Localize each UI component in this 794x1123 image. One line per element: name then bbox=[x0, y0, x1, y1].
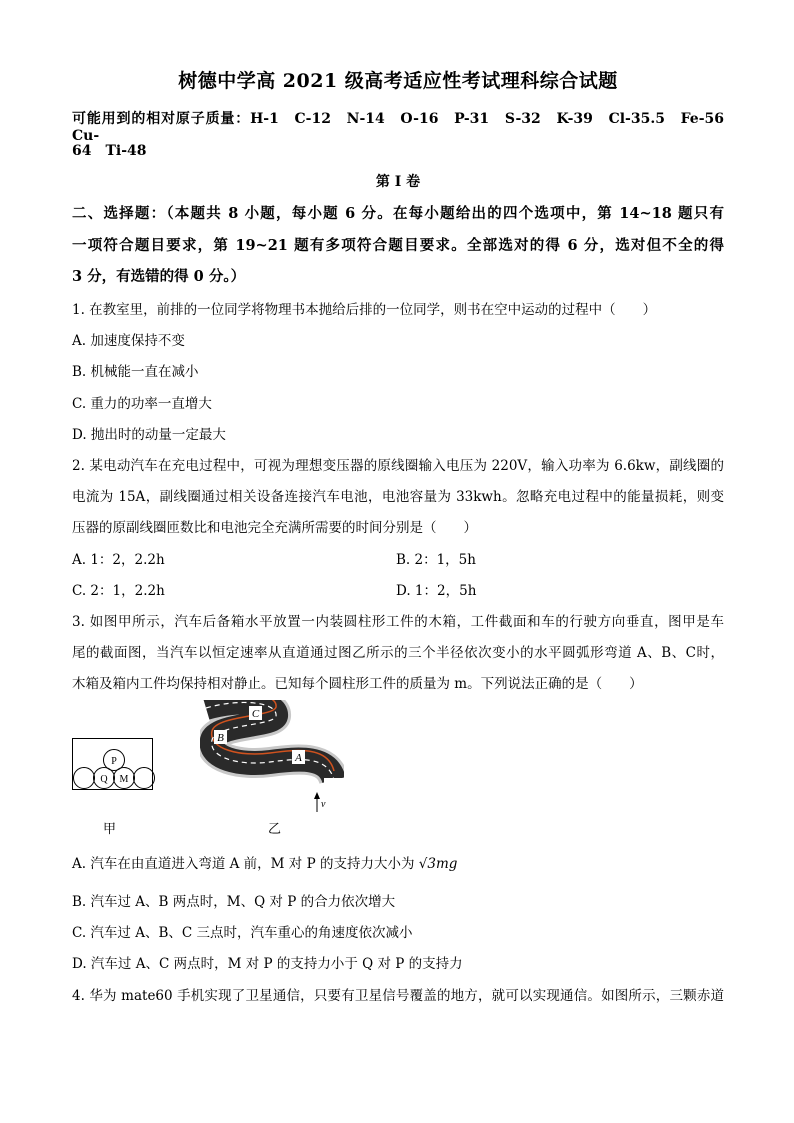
velocity-arrow-head bbox=[314, 792, 320, 799]
section-instructions-line-1: 二、选择题：（本题共 8 小题，每小题 6 分。在每小题给出的四个选项中，第 14~18 题只有 bbox=[72, 205, 724, 222]
exam-title: 树德中学高 2021 级高考适应性考试理科综合试题 bbox=[178, 70, 618, 92]
q3-option-b: B. 汽车过 A、B 两点时，M、Q 对 P 的合力依次增大 bbox=[72, 894, 396, 910]
q3-option-a-formula: √3mg bbox=[418, 856, 458, 872]
q2-option-b: B. 2：1，5h bbox=[396, 552, 476, 568]
marker-a: A bbox=[295, 752, 302, 764]
volume-heading: 第 Ⅰ 卷 bbox=[375, 174, 421, 190]
q2-stem-line-2: 电流为 15A，副线圈通过相关设备连接汽车电池，电池容量为 33kwh。忽略充电过程中的能量损耗，则变 bbox=[72, 489, 724, 505]
figure-jia-caption: 甲 bbox=[103, 822, 117, 837]
road-end-mask bbox=[324, 778, 344, 788]
q2-option-a: A. 1：2，2.2h bbox=[72, 552, 165, 568]
q1-option-d: D. 抛出时的动量一定最大 bbox=[72, 427, 226, 443]
figure-jia bbox=[72, 738, 156, 792]
q1-option-a: A. 加速度保持不变 bbox=[72, 333, 185, 349]
q3-stem-line-3: 木箱及箱内工件均保持相对静止。已知每个圆柱形工件的质量为 m。下列说法正确的是（ ） bbox=[72, 676, 643, 692]
velocity-label: v bbox=[321, 799, 326, 810]
cylinder-right bbox=[134, 768, 155, 789]
q2-option-d: D. 1：2，5h bbox=[396, 583, 477, 599]
q3-option-d: D. 汽车过 A、C 两点时，M 对 P 的支持力小于 Q 对 P 的支持力 bbox=[72, 956, 463, 972]
marker-b: B bbox=[217, 732, 224, 744]
q3-option-c: C. 汽车过 A、B、C 三点时，汽车重心的角速度依次减小 bbox=[72, 925, 413, 941]
q1-option-c: C. 重力的功率一直增大 bbox=[72, 396, 212, 412]
label-q: Q bbox=[100, 774, 108, 785]
q3-option-a-text: A. 汽车在由直道进入弯道 A 前，M 对 P 的支持力大小为 bbox=[72, 856, 419, 872]
atomic-mass-line-2: 64 Ti-48 bbox=[72, 143, 147, 159]
figure-yi-caption: 乙 bbox=[268, 822, 282, 837]
q2-stem-line-1: 2. 某电动汽车在充电过程中，可视为理想变压器的原线圈输入电压为 220V，输入功率为 6.6kw，副线圈的 bbox=[72, 458, 724, 474]
q1-stem: 1. 在教室里，前排的一位同学将物理书本抛给后排的一位同学，则书在空中运动的过程中（ ） bbox=[72, 302, 657, 318]
q3-stem-line-2: 尾的截面图，当汽车以恒定速率从直道通过图乙所示的三个半径依次变小的水平圆弧形弯道 A、B、C时， bbox=[72, 645, 724, 661]
q4-stem-line-1: 4. 华为 mate60 手机实现了卫星通信，只要有卫星信号覆盖的地方，就可以实现通信。如图所示，三颗赤道 bbox=[72, 988, 724, 1004]
atomic-mass-line-1: 可能用到的相对原子质量：H-1 C-12 N-14 O-16 P-31 S-32 K-39 Cl-35.5 Fe-56 Cu- bbox=[72, 111, 738, 144]
section-instructions-line-3: 3 分，有选错的得 0 分。） bbox=[72, 268, 246, 285]
cylinder-left bbox=[74, 768, 95, 789]
marker-c: C bbox=[251, 708, 260, 720]
q2-option-c: C. 2：1，2.2h bbox=[72, 583, 165, 599]
label-p: P bbox=[111, 756, 117, 767]
q3-stem-line-1: 3. 如图甲所示，汽车后备箱水平放置一内装圆柱形工件的木箱，工件截面和车的行驶方向垂直，图甲是车 bbox=[72, 614, 724, 630]
figure-yi bbox=[200, 700, 344, 816]
q2-stem-line-3: 压器的原副线圈匝数比和电池完全充满所需要的时间分别是（ ） bbox=[72, 520, 477, 536]
label-m: M bbox=[119, 774, 129, 785]
section-instructions-line-2: 一项符合题目要求，第 19~21 题有多项符合题目要求。全部选对的得 6 分，选对但不全的得 bbox=[72, 237, 724, 254]
q1-option-b: B. 机械能一直在减小 bbox=[72, 364, 199, 380]
q3-option-a bbox=[72, 852, 457, 872]
